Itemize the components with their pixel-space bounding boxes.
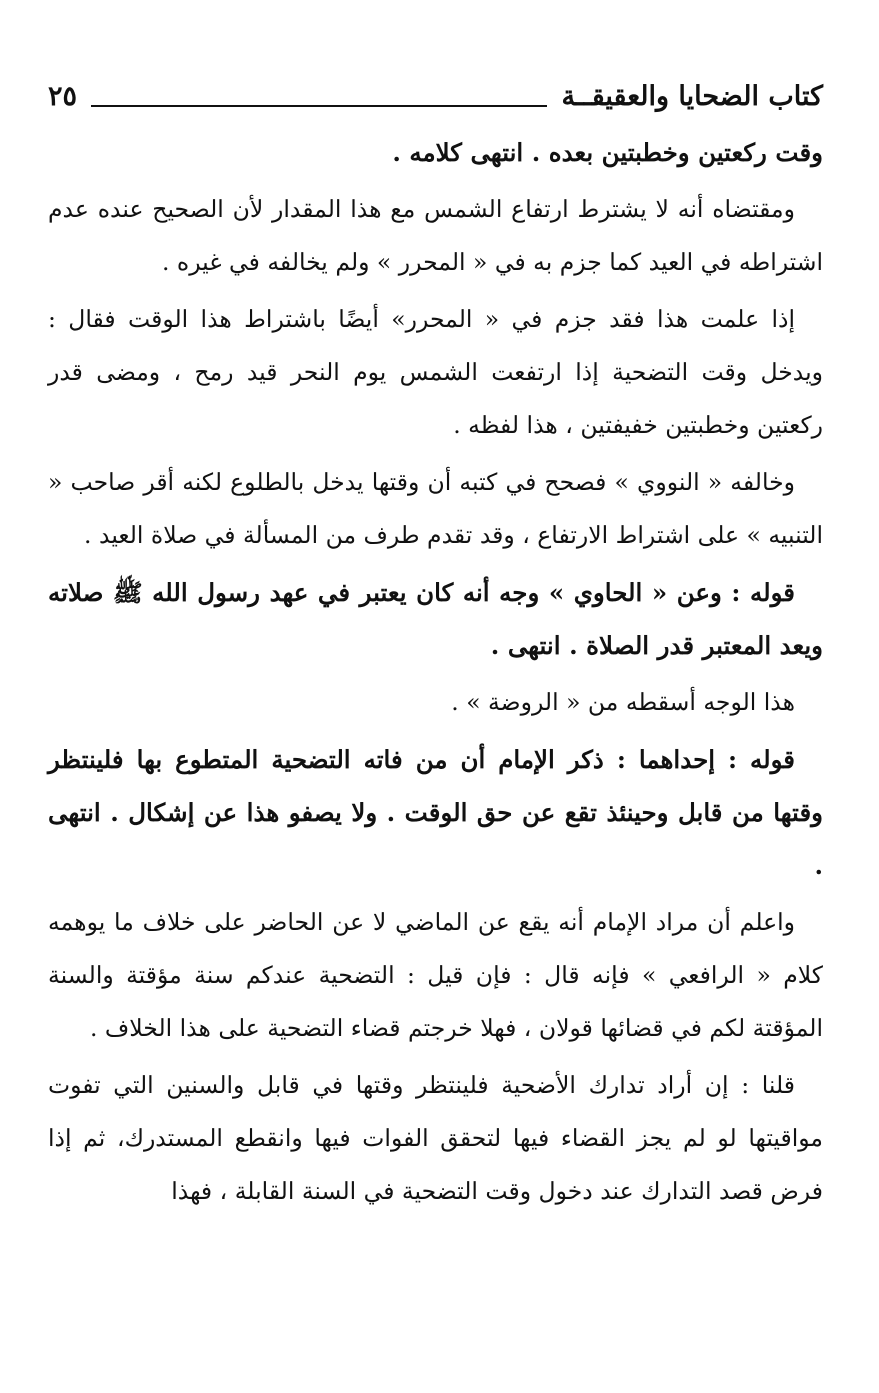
- page-number: ٢٥: [48, 80, 78, 112]
- paragraph: وقت ركعتين وخطبتين بعده . انتهى كلامه .: [392, 138, 823, 167]
- paragraph: إذا علمت هذا فقد جزم في « المحرر» أيضًا باشتراط هذا الوقت فقال : ويدخل وقت التضحية إذا ارتفعت الشمس يوم النحر قيد رمح ، ومضى قدر ركعتين وخطبتين خفيفتين ، هذا لفظه .: [48, 305, 823, 439]
- paragraph: قوله : إحداهما : ذكر الإمام أن من فاته التضحية المتطوع بها فلينتظر وقتها من قابل وحينئذ تقع عن حق الوقت . ولا يصفو هذا عن إشكال . انتهى .: [48, 745, 823, 880]
- paragraph: قوله : وعن « الحاوي » وجه أنه كان يعتبر في عهد رسول الله ﷺ صلاته ويعد المعتبر قدر الصلاة . انتهى .: [48, 578, 823, 660]
- paragraph: واعلم أن مراد الإمام أنه يقع عن الماضي لا عن الحاضر على خلاف ما يوهمه كلام « الرافعي » فإنه قال : فإن قيل : التضحية عندكم سنة مؤقتة والسنة المؤقتة لكم في قضائها قولان ، فهلا خرجتم قضاء التضحية على هذا الخلاف .: [48, 908, 823, 1042]
- book-title: كتاب الضحايا والعقيقــة: [561, 80, 823, 112]
- paragraph: قلنا : إن أراد تدارك الأضحية فلينتظر وقتها في قابل والسنين التي تفوت مواقيتها لو لم يجز القضاء فيها لتحقق الفوات فيها وانقطع المستدرك، ثم إذا فرض قصد التدارك عند دخول وقت التضحية في السنة القابلة ، فهذا: [48, 1071, 823, 1205]
- header-rule: [91, 105, 547, 107]
- body-text: [48, 126, 823, 1222]
- paragraph: ومقتضاه أنه لا يشترط ارتفاع الشمس مع هذا المقدار لأن الصحيح عنده عدم اشتراطه في العيد كما جزم به في « المحرر » ولم يخالفه في غيره .: [48, 195, 823, 276]
- paragraph: وخالفه « النووي » فصحح في كتبه أن وقتها يدخل بالطلوع لكنه أقر صاحب « التنبيه » على اشتراط الارتفاع ، وقد تقدم طرف من المسألة في صلاة العيد .: [48, 468, 823, 549]
- paragraph: هذا الوجه أسقطه من « الروضة » .: [451, 688, 795, 716]
- running-header: [48, 72, 823, 120]
